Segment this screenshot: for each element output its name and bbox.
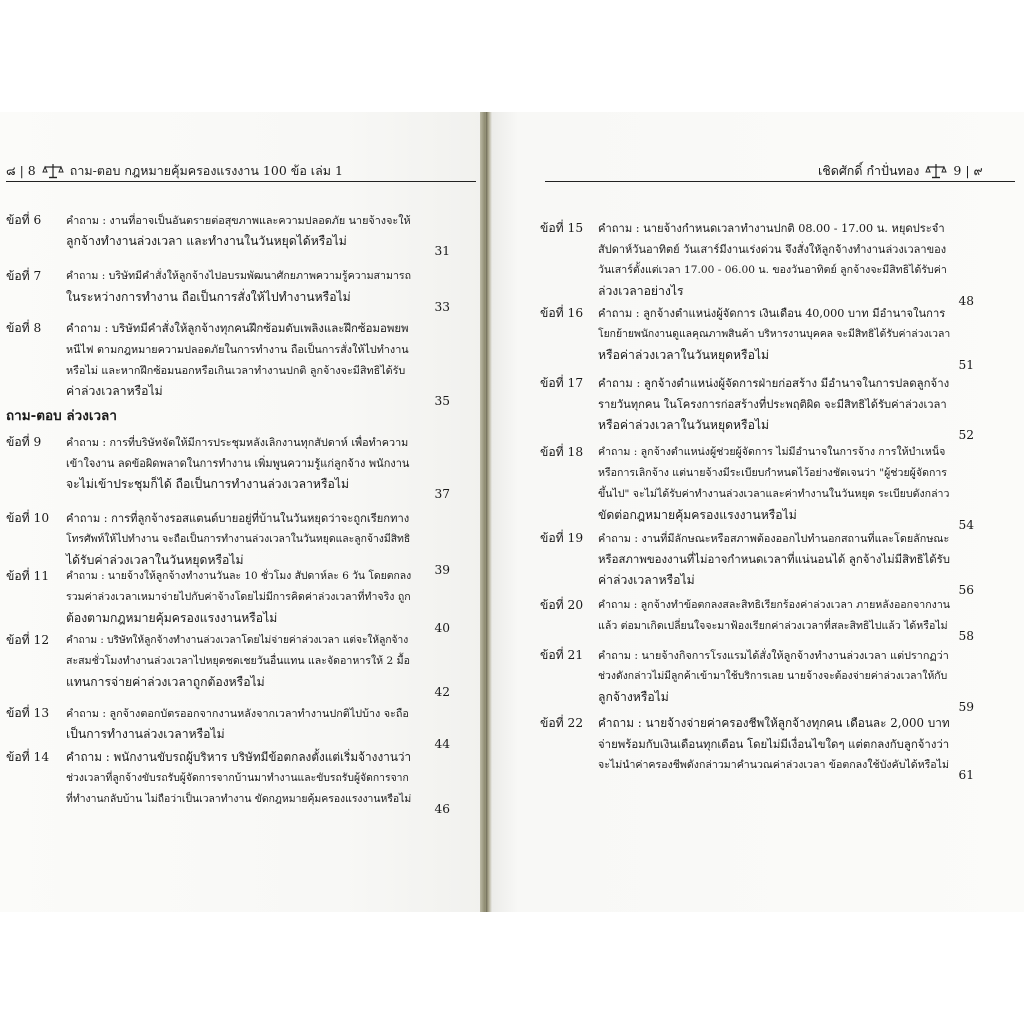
toc-entry[interactable] — [540, 218, 974, 308]
scales-of-justice-icon — [42, 163, 64, 179]
entry-question-line: เป็นการทำงานล่วงเวลาหรือไม่ — [66, 727, 225, 741]
entry-question-line: หรือค่าล่วงเวลาในวันหยุดหรือไม่ — [598, 348, 770, 362]
entry-question-line: คำถาม : งานที่มีลักษณะหรือสภาพต้องออกไปทำนอกสถานที่และโดยลักษณะ — [598, 532, 950, 545]
entry-page-number: 40 — [434, 621, 450, 635]
entry-question-line: จะไม่เข้าประชุมก็ได้ ถือเป็นการทำงานล่วงเวลาหรือไม่ — [66, 477, 349, 491]
entry-page-number: 59 — [958, 700, 974, 714]
entry-question-line: คำถาม : ลูกจ้างตำแหน่งผู้ช่วยผู้จัดการ ไม่มีอำนาจในการจ้าง การให้บำเหน็จ — [598, 446, 946, 458]
entry-number: ข้อที่ 9 — [6, 435, 42, 449]
entry-question-line: ค่าล่วงเวลาหรือไม่ — [66, 384, 163, 398]
entry-number: ข้อที่ 13 — [6, 706, 50, 720]
entry-question-line: คำถาม : บริษัทให้ลูกจ้างทำงานล่วงเวลาโดยไม่จ่ายค่าล่วงเวลา แต่จะให้ลูกจ้าง — [66, 635, 409, 646]
entry-question-line: จะไม่นำค่าครองชีพดังกล่าวมาคำนวณค่าล่วงเวลา ข้อตกลงใช้บังคับได้หรือไม่ — [598, 759, 949, 771]
entry-question-line: แล้ว ต่อมาเกิดเปลี่ยนใจจะมาฟ้องเรียกค่าล่วงเวลาที่สละสิทธิไปแล้ว ได้หรือไม่ — [598, 620, 948, 632]
entry-question-line: เข้าใจงาน ลดข้อผิดพลาดในการทำงาน เพิ่มพูนความรู้แก่ลูกจ้าง พนักงาน — [66, 457, 410, 470]
toc-entry[interactable] — [6, 432, 450, 501]
toc-entry[interactable] — [540, 645, 974, 714]
entry-number: ข้อที่ 11 — [6, 569, 50, 583]
entry-question-line: ล่วงเวลาอย่างไร — [598, 284, 684, 298]
toc-entry[interactable] — [540, 528, 974, 597]
entry-question-line: แทนการจ่ายค่าล่วงเวลาถูกต้องหรือไม่ — [66, 675, 265, 689]
entry-question-line: รายวันทุกคน ในโครงการก่อสร้างที่ประพฤติผิด จะมีสิทธิได้รับค่าล่วงเวลา — [598, 398, 947, 411]
entry-question-line: คำถาม : การที่บริษัทจัดให้มีการประชุมหลังเลิกงานทุกสัปดาห์ เพื่อทำความ — [66, 436, 409, 449]
entry-page-number: 56 — [958, 583, 974, 597]
entry-question-line: คำถาม : นายจ้างจ่ายค่าครองชีพให้ลูกจ้างทุกคน เดือนละ 2,000 บาท — [598, 716, 950, 730]
entry-question-line: ขึ้นไป" จะไม่ได้รับค่าทำงานล่วงเวลาและค่าทำงานในวันหยุด ระเบียบดังกล่าว — [598, 488, 950, 500]
entry-question-line: วันเสาร์ตั้งแต่เวลา 17.00 - 06.00 น. ของวันอาทิตย์ ลูกจ้างจะมีสิทธิได้รับค่า — [598, 264, 947, 276]
entry-question-line: โยกย้ายพนักงานดูแลคุณภาพสินค้า บริหารงานบุคคล จะมีสิทธิได้รับค่าล่วงเวลา — [598, 328, 951, 340]
entry-page-number: 54 — [958, 518, 974, 532]
entry-question-line: หรือการเลิกจ้าง แต่นายจ้างมีระเบียบกำหนดไว้อย่างชัดเจนว่า "ผู้ช่วยผู้จัดการ — [598, 467, 947, 479]
entry-page-number: 52 — [958, 428, 974, 442]
entry-number: ข้อที่ 15 — [540, 221, 584, 235]
left-header-rule — [6, 181, 476, 182]
toc-entry[interactable] — [6, 630, 450, 699]
toc-entry[interactable] — [6, 266, 450, 314]
entry-page-number: 51 — [958, 358, 974, 372]
toc-entry[interactable] — [540, 595, 974, 643]
scales-of-justice-icon — [925, 163, 947, 179]
entry-question-line: คำถาม : การที่ลูกจ้างรอสแตนด์บายอยู่ที่บ้านในวันหยุดว่าจะถูกเรียกทาง — [66, 512, 410, 525]
toc-entry[interactable] — [540, 373, 974, 442]
entry-number: ข้อที่ 6 — [6, 213, 42, 227]
entry-question-line: ช่วงดังกล่าวไม่มีลูกค้าเข้ามาใช้บริการเลย นายจ้างจะต้องจ่ายค่าล่วงเวลาให้กับ — [598, 670, 948, 682]
entry-question-line: คำถาม : บริษัทมีคำสั่งให้ลูกจ้างไปอบรมพัฒนาศักยภาพความรู้ความสามารถ — [66, 270, 412, 282]
toc-entry[interactable] — [6, 703, 450, 751]
entry-question-line: ค่าล่วงเวลาหรือไม่ — [598, 573, 695, 587]
entry-number: ข้อที่ 14 — [6, 750, 50, 764]
entry-question-line: ได้รับค่าล่วงเวลาในวันหยุดหรือไม่ — [66, 553, 244, 567]
entry-number: ข้อที่ 10 — [6, 511, 50, 525]
entry-question-line: คำถาม : ลูกจ้างตำแหน่งผู้จัดการ เงินเดือน 40,000 บาท มีอำนาจในการ — [598, 307, 946, 320]
right-page-header — [818, 161, 983, 181]
entry-page-number: 35 — [434, 394, 450, 408]
entry-number: ข้อที่ 16 — [540, 306, 584, 320]
toc-entry[interactable] — [540, 303, 974, 372]
left-page-number: ๘ | 8 — [6, 163, 36, 178]
entry-question-line: ลูกจ้างหรือไม่ — [598, 690, 669, 704]
entry-question-line: คำถาม : นายจ้างให้ลูกจ้างทำงานวันละ 10 ชั่วโมง สัปดาห์ละ 6 วัน โดยตกลง — [66, 570, 412, 582]
entry-number: ข้อที่ 8 — [6, 321, 42, 335]
entry-question-line: คำถาม : พนักงานขับรถผู้บริหาร บริษัทมีข้อตกลงตั้งแต่เริ่มจ้างงานว่า — [66, 750, 412, 764]
toc-entry[interactable] — [540, 442, 974, 532]
toc-entry[interactable] — [6, 747, 450, 816]
entry-question-line: ต้องตามกฎหมายคุ้มครองแรงงานหรือไม่ — [66, 611, 278, 625]
right-page-number: 9 | ๙ — [953, 163, 983, 178]
entry-question-line: ในระหว่างการทำงาน ถือเป็นการสั่งให้ไปทำงานหรือไม่ — [66, 290, 351, 304]
entry-question-line: คำถาม : ลูกจ้างทำข้อตกลงสละสิทธิเรียกร้องค่าล่วงเวลา ภายหลังออกจากงาน — [598, 599, 951, 611]
entry-page-number: 39 — [434, 563, 450, 577]
entry-question-line: สัปดาห์วันอาทิตย์ วันเสาร์มีงานเร่งด่วน จึงสั่งให้ลูกจ้างทำงานล่วงเวลาของ — [598, 243, 947, 256]
entry-question-line: โทรศัพท์ให้ไปทำงาน จะถือเป็นการทำงานล่วงเวลาในวันหยุดและลูกจ้างมีสิทธิ — [66, 533, 411, 545]
entry-question-line: หรือค่าล่วงเวลาในวันหยุดหรือไม่ — [598, 418, 770, 432]
entry-question-line: คำถาม : ลูกจ้างตอกบัตรออกจากงานหลังจากเวลาทำงานปกติไปบ้าง จะถือ — [66, 707, 409, 720]
left-book-title: ถาม-ตอบ กฎหมายคุ้มครองแรงงาน 100 ข้อ เล่ม 1 — [69, 163, 343, 178]
entry-number: ข้อที่ 18 — [540, 445, 584, 459]
entry-page-number: 31 — [434, 244, 450, 258]
entry-question-line: หรือไม่ และหากฝึกซ้อมนอกหรือเกินเวลาทำงานปกติ ลูกจ้างจะมีสิทธิได้รับ — [66, 364, 406, 377]
entry-page-number: 48 — [958, 294, 974, 308]
entry-page-number: 61 — [958, 768, 974, 782]
entry-page-number: 42 — [434, 685, 450, 699]
section-title-overtime: ถาม-ตอบ ล่วงเวลา — [6, 408, 117, 424]
entry-question-line: คำถาม : นายจ้างกิจการโรงแรมได้สั่งให้ลูกจ้างทำงานล่วงเวลา แต่ปรากฏว่า — [598, 649, 949, 662]
right-header-rule — [545, 181, 1015, 182]
entry-question-line: คำถาม : นายจ้างกำหนดเวลาทำงานปกติ 08.00 - 17.00 น. หยุดประจำ — [598, 222, 945, 235]
left-page-header — [6, 161, 343, 181]
entry-page-number: 44 — [434, 737, 450, 751]
entry-question-line: คำถาม : งานที่อาจเป็นอันตรายต่อสุขภาพและความปลอดภัย นายจ้างจะให้ — [66, 214, 411, 227]
entry-question-line: ขัดต่อกฎหมายคุ้มครองแรงงานหรือไม่ — [598, 508, 797, 522]
entry-question-line: คำถาม : ลูกจ้างตำแหน่งผู้จัดการฝ่ายก่อสร้าง มีอำนาจในการปลดลูกจ้าง — [598, 376, 950, 390]
entry-number: ข้อที่ 19 — [540, 531, 584, 545]
entry-question-line: จ่ายพร้อมกับเงินเดือนทุกเดือน โดยไม่มีเงื่อนไขใดๆ แต่ตกลงกับลูกจ้างว่า — [598, 737, 950, 751]
toc-entry[interactable] — [6, 210, 450, 258]
entry-page-number: 33 — [434, 300, 450, 314]
author-name: เชิดศักดิ์ กำปั่นทอง — [818, 163, 920, 178]
entry-number: ข้อที่ 21 — [540, 648, 584, 662]
toc-entry[interactable] — [6, 318, 450, 408]
entry-question-line: สะสมชั่วโมงทำงานล่วงเวลาไปหยุดชดเชยวันอื่นแทน และจัดอาหารให้ 2 มื้อ — [66, 655, 410, 667]
entry-question-line: หรือสภาพของงานที่ไม่อาจกำหนดเวลาที่แน่นอนได้ ลูกจ้างไม่มีสิทธิได้รับ — [598, 552, 951, 566]
entry-question-line: ช่วงเวลาที่ลูกจ้างขับรถรับผู้จัดการจากบ้านมาทำงานและขับรถรับผู้จัดการจาก — [66, 772, 409, 784]
entry-number: ข้อที่ 20 — [540, 598, 584, 612]
entry-page-number: 37 — [434, 487, 450, 501]
entry-question-line: ที่ทำงานกลับบ้าน ไม่ถือว่าเป็นเวลาทำงาน ขัดกฎหมายคุ้มครองแรงงานหรือไม่ — [66, 793, 412, 805]
entry-question-line: คำถาม : บริษัทมีคำสั่งให้ลูกจ้างทุกคนฝึกซ้อมดับเพลิงและฝึกซ้อมอพยพ — [66, 321, 409, 335]
entry-number: ข้อที่ 17 — [540, 376, 584, 390]
entry-page-number: 46 — [434, 802, 450, 816]
entry-number: ข้อที่ 12 — [6, 633, 50, 647]
entry-page-number: 58 — [958, 629, 974, 643]
entry-number: ข้อที่ 22 — [540, 716, 584, 730]
entry-question-line: หนีไฟ ตามกฎหมายความปลอดภัยในการทำงาน ถือเป็นการสั่งให้ไปทำงาน — [66, 343, 409, 356]
toc-entry[interactable] — [540, 713, 974, 782]
entry-question-line: ลูกจ้างทำงานล่วงเวลา และทำงานในวันหยุดได้หรือไม่ — [66, 234, 347, 248]
toc-entry[interactable] — [6, 566, 450, 635]
entry-question-line: รวมค่าล่วงเวลาเหมาจ่ายไปกับค่าจ้างโดยไม่มีการคิดค่าล่วงเวลาที่ทำจริง ถูก — [66, 591, 411, 603]
entry-number: ข้อที่ 7 — [6, 269, 42, 283]
